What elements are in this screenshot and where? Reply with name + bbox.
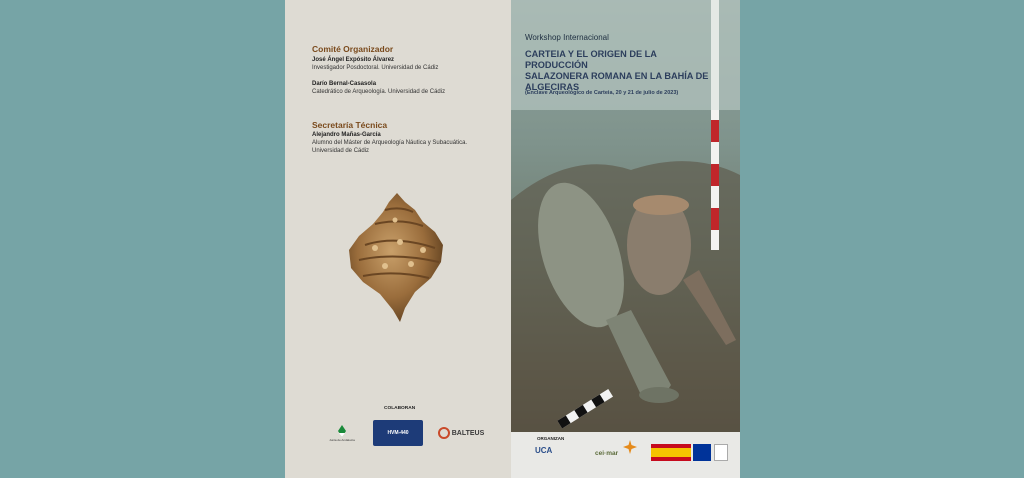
- committee-heading: Comité Organizador: [312, 44, 394, 54]
- shell-image: [345, 190, 450, 325]
- left-panel: [285, 0, 511, 478]
- member-role: Catedrático de Arqueología. Universidad de Cádiz: [312, 89, 446, 95]
- organizers-label: ORGANIZAN: [537, 436, 565, 441]
- eu-flag-icon: [693, 444, 711, 461]
- member-name: Darío Bernal-Casasola: [312, 81, 377, 87]
- hvm-logo: HVM-440: [373, 420, 423, 446]
- title-line: CARTEIA Y EL ORIGEN DE LA PRODUCCIÓN: [525, 49, 657, 70]
- title-line: ALGECIRAS: [525, 82, 580, 92]
- member-name: José Ángel Expósito Álvarez: [312, 57, 395, 63]
- title-line: SALAZONERA ROMANA EN LA BAHÍA DE: [525, 71, 709, 81]
- secretariat-name: Alejandro Mañas-García: [312, 132, 381, 138]
- collaborators-label: COLABORAN: [384, 406, 416, 411]
- junta-andalucia-icon: [335, 424, 349, 438]
- balteus-icon: [438, 427, 450, 439]
- organizers-band: [511, 432, 740, 478]
- ceimar-logo: cei·mar: [595, 450, 619, 457]
- junta-andalucia-logo: Junta de Andalucía: [325, 420, 359, 446]
- workshop-label: Workshop Internacional: [525, 33, 609, 42]
- workshop-title: [511, 49, 711, 93]
- secretariat-role: Alumno del Máster de Arqueología Náutica y Subacuática. Universidad de Cádiz: [312, 140, 468, 154]
- member-role: Investigador Posdoctoral. Universidad de Cádiz: [312, 65, 439, 71]
- workshop-subtitle: (Enclave Arqueológico de Carteia, 20 y 21 de julio de 2023): [525, 90, 679, 96]
- balteus-logo: BALTEUS: [433, 420, 489, 446]
- cover-panel: [511, 0, 740, 478]
- ceimar-star-icon: [623, 440, 637, 454]
- secretariat-heading: Secretaría Técnica: [312, 120, 388, 130]
- partner-logo: [714, 444, 728, 461]
- uca-logo: UCA: [535, 446, 553, 455]
- spain-government-logo: [651, 444, 691, 461]
